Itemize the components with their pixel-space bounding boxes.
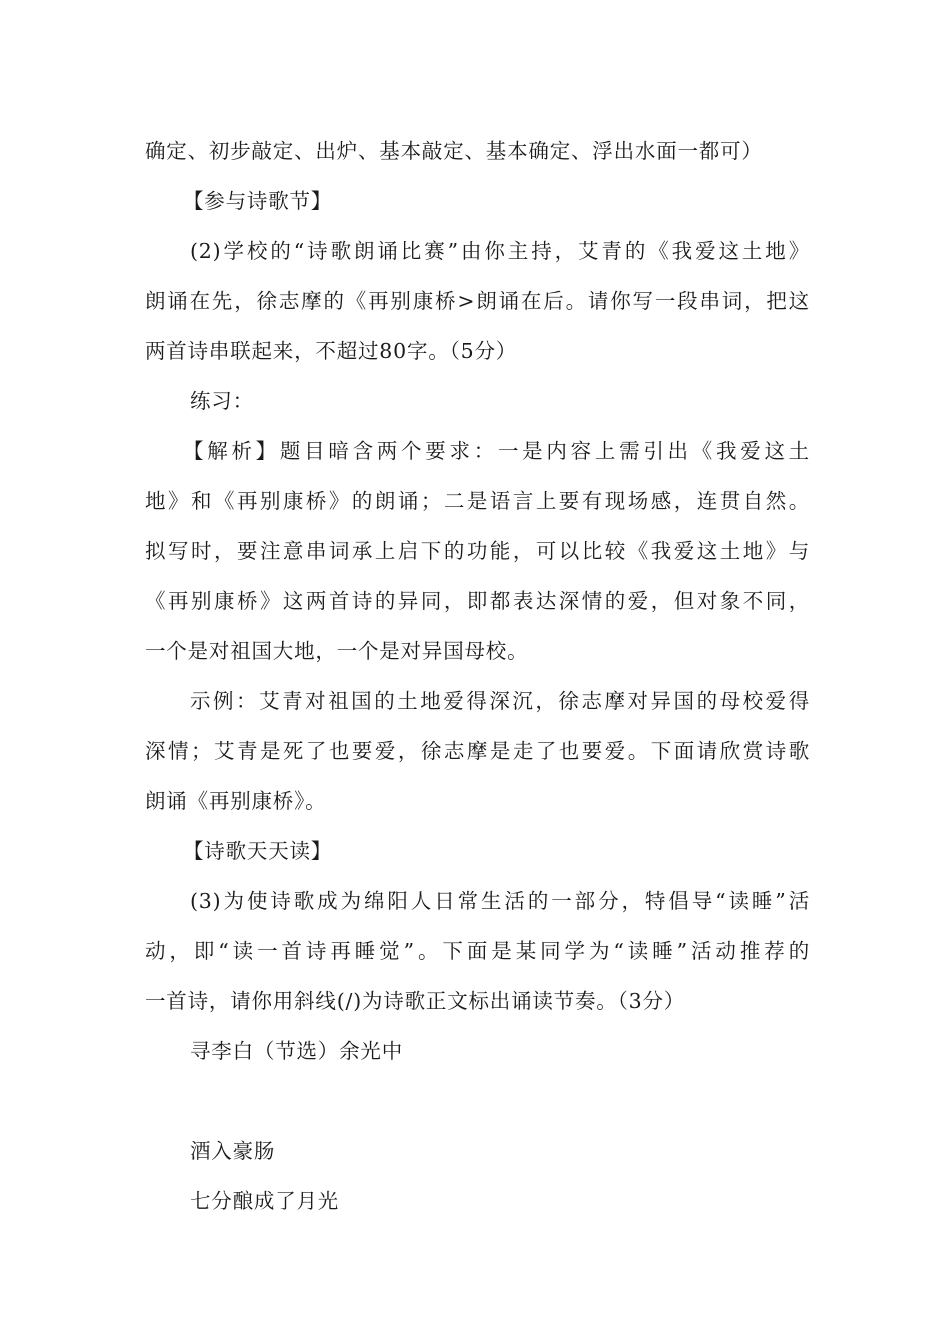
poem-title: 寻李白（节选）余光中 [190,1039,403,1063]
poem-line-2: 七分酿成了月光 [190,1189,340,1213]
question-3-line-1: (3)为使诗歌成为绵阳人日常生活的一部分，特倡导“读睡”活 [190,889,810,913]
question-3-line-3: 一首诗，请你用斜线(/)为诗歌正文标出诵读节奏。（3分） [145,989,686,1013]
example-line-3: 朗诵《再别康桥》。 [145,789,327,813]
question-2-line-1: (2)学校的“诗歌朗诵比赛”由你主持，艾青的《我爱这土地》 [190,239,810,263]
example-line-1: 示例：艾青对祖国的土地爱得深沉，徐志摩对异国的母校爱得 [190,689,810,713]
question-2-line-3: 两首诗串联起来，不超过80字。（5分） [145,339,518,363]
analysis-line-3: 拟写时，要注意串词承上启下的功能，可以比较《我爱这土地》与 [145,539,810,563]
analysis-line-2: 地》和《再别康桥》的朗诵；二是语言上要有现场感，连贯自然。 [145,489,810,513]
poem-line-1: 酒入豪肠 [190,1139,276,1163]
answer-continuation: 确定、初步敲定、出炉、基本敲定、基本确定、浮出水面一都可） [145,139,763,163]
analysis-line-4: 《再别康桥》这两首诗的异同，即都表达深情的爱，但对象不同， [145,589,810,613]
question-2-line-2: 朗诵在先，徐志摩的《再别康桥>朗诵在后。请你写一段串词，把这 [145,289,810,313]
question-3-line-2: 动，即“读一首诗再睡觉”。下面是某同学为“读睡”活动推荐的 [145,939,810,963]
analysis-line-5: 一个是对祖国大地，一个是对异国母校。 [145,639,529,663]
practice-label: 练习： [190,389,254,413]
section-heading-daily-poetry: 【诗歌天天读】 [183,839,333,863]
analysis-line-1: 【解析】题目暗含两个要求：一是内容上需引出《我爱这土 [183,439,810,463]
section-heading-poetry-festival: 【参与诗歌节】 [183,189,333,213]
example-line-2: 深情；艾青是死了也要爱，徐志摩是走了也要爱。下面请欣赏诗歌 [145,739,810,763]
